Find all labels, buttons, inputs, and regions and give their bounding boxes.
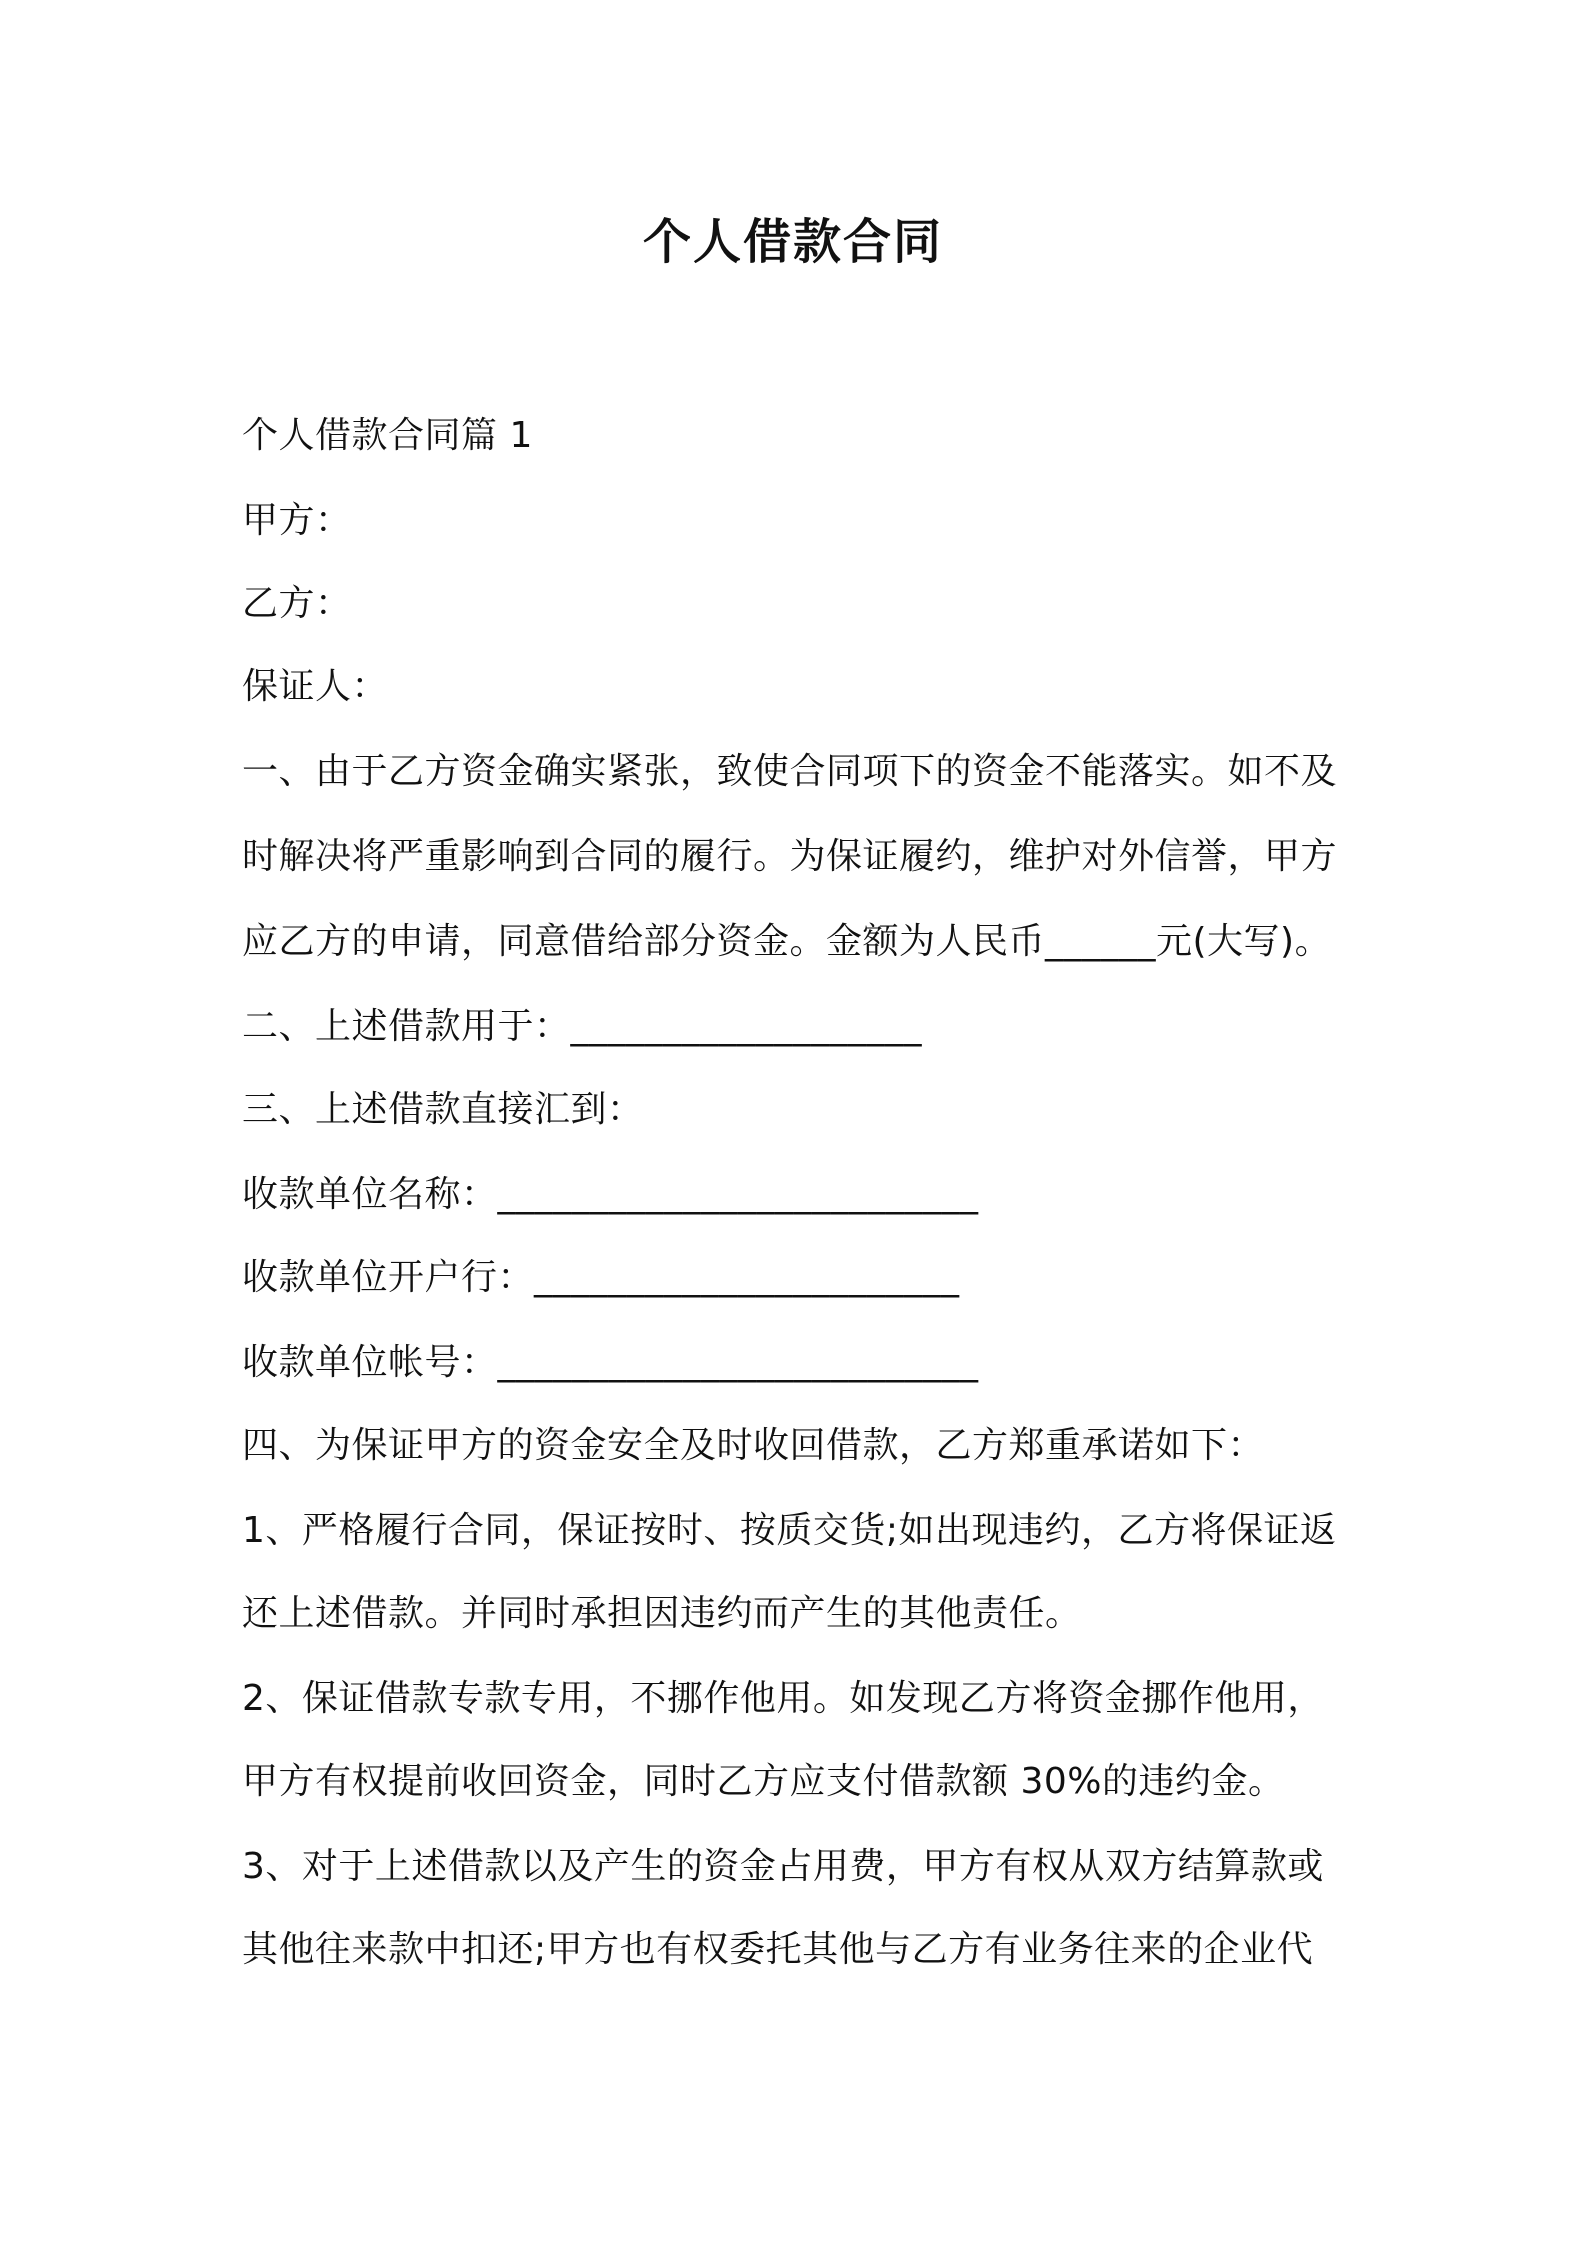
paragraph-line: 其他往来款中扣还;甲方也有权委托其他与乙方有业务往来的企业代 [242, 1929, 1314, 1970]
paragraph-line: 甲方有权提前收回资金，同时乙方应支付借款额 30%的违约金。 [242, 1761, 1285, 1802]
paragraph-line: 1、严格履行合同，保证按时、按质交货;如出现违约，乙方将保证返 [242, 1510, 1337, 1551]
paragraph-line: 应乙方的申请，同意借给部分资金。金额为人民币______元(大写)。 [242, 921, 1332, 962]
paragraph-line: 3、对于上述借款以及产生的资金占用费，甲方有权从双方结算款或 [242, 1846, 1324, 1887]
payee-account-line: 收款单位帐号：__________________________ [242, 1342, 979, 1383]
paragraph-line: 时解决将严重影响到合同的履行。为保证履约，维护对外信誉，甲方 [242, 836, 1338, 877]
paragraph-line: 一、由于乙方资金确实紧张，致使合同项下的资金不能落实。如不及 [242, 751, 1338, 792]
commitment-heading: 四、为保证甲方的资金安全及时收回借款，乙方郑重承诺如下： [242, 1425, 1265, 1466]
loan-purpose-line: 二、上述借款用于：___________________ [242, 1006, 923, 1047]
document-title: 个人借款合同 [642, 214, 943, 270]
payee-bank-line: 收款单位开户行：_______________________ [242, 1257, 960, 1298]
paragraph-line: 2、保证借款专款专用，不挪作他用。如发现乙方将资金挪作他用， [242, 1678, 1324, 1719]
payee-name-line: 收款单位名称：__________________________ [242, 1174, 979, 1215]
remittance-heading: 三、上述借款直接汇到： [242, 1089, 644, 1130]
paragraph-line: 还上述借款。并同时承担因违约而产生的其他责任。 [242, 1593, 1082, 1634]
guarantor-line: 保证人： [242, 666, 389, 707]
party-a-line: 甲方： [242, 500, 352, 541]
party-b-line: 乙方： [242, 583, 352, 624]
section-heading: 个人借款合同篇 1 [242, 415, 533, 456]
